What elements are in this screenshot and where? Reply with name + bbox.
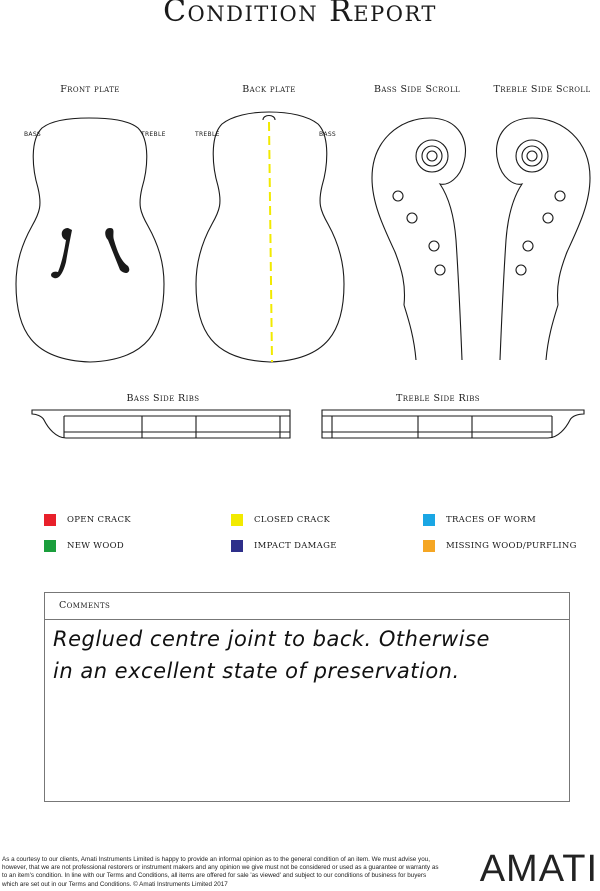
back-bass-side-label: BASS <box>319 131 337 138</box>
legend-closed-crack <box>231 513 330 527</box>
legend-label: TRACES OF WORM <box>446 515 537 525</box>
missing-wood-swatch <box>423 540 435 552</box>
traces-of-worm-swatch <box>423 514 435 526</box>
back-plate-label: Back plate <box>242 84 296 95</box>
front-plate-outline <box>16 118 164 362</box>
bass-scroll-outline <box>372 118 466 360</box>
bass-side-scroll-label: Bass Side Scroll <box>373 84 461 95</box>
treble-ribs-outline <box>322 410 584 438</box>
f-hole-bass <box>51 228 72 278</box>
bass-ribs-outline <box>32 410 290 438</box>
legend-missing-wood <box>423 539 577 553</box>
disclaimer-text: As a courtesy to our clients, Amati Instruments Limited is happy to provide an informal opinion as to the general condition of an item. We must advise you, however, that we are not professional restorers or instrument makers and any opinion we give must not be considered or used as a guarantee or warranty as to an item's condition. In line with our Terms and Conditions, all items are offered for sale 'as viewed' and subject to our conditions of business for buyers which are set out in our Terms and Conditions. © Amati Instruments Limited 2017 <box>2 856 439 888</box>
page-title: Condition Report <box>163 0 437 29</box>
treble-side-scroll-label: Treble Side Scroll <box>493 84 591 95</box>
treble-side-ribs-label: Treble Side Ribs <box>396 393 480 404</box>
comments-box <box>44 592 570 802</box>
treble-scroll-outline <box>496 118 590 360</box>
closed-crack-swatch <box>231 514 243 526</box>
legend-label: OPEN CRACK <box>67 515 131 525</box>
brand-logo: AMATI <box>479 848 598 890</box>
bass-side-ribs-label: Bass Side Ribs <box>126 393 200 404</box>
legend-open-crack <box>44 513 131 527</box>
legend-label: CLOSED CRACK <box>254 515 331 525</box>
legend-label: NEW WOOD <box>67 541 124 551</box>
legend-label: IMPACT DAMAGE <box>254 541 337 551</box>
comments-line-1: Reglued centre joint to back. Otherwise <box>53 627 490 651</box>
comments-label: Comments <box>59 600 111 611</box>
new-wood-swatch <box>44 540 56 552</box>
front-bass-side-label: BASS <box>24 131 42 138</box>
back-treble-side-label: TREBLE <box>195 131 220 138</box>
f-hole-treble <box>105 228 129 273</box>
open-crack-swatch <box>44 514 56 526</box>
legend-traces-of-worm <box>423 513 536 527</box>
legend-new-wood <box>44 539 124 553</box>
impact-damage-swatch <box>231 540 243 552</box>
legend-impact-damage <box>231 539 337 553</box>
front-treble-side-label: TREBLE <box>141 131 166 138</box>
comments-header <box>45 593 569 620</box>
closed-crack-mark <box>269 122 272 362</box>
legend-label: MISSING WOOD/PURFLING <box>446 541 577 551</box>
front-plate-label: Front plate <box>60 84 120 95</box>
comments-line-2: in an excellent state of preservation. <box>53 659 460 683</box>
